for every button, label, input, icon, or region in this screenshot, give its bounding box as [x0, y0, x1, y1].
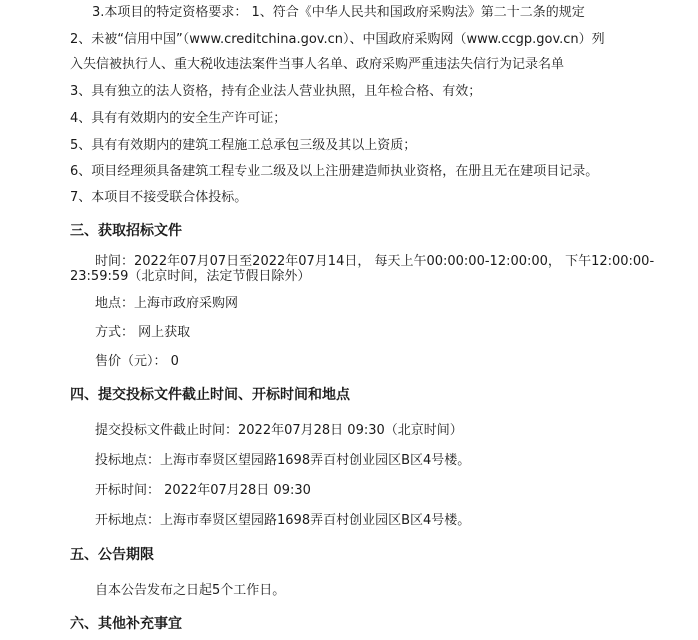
document-price: 售价（元）： 0 [95, 354, 179, 369]
qualification-item-2-line-1: 2、未被“信用中国”（www.creditchina.gov.cn）、中国政府采购网（www.ccgp.gov.cn）列 [70, 32, 605, 47]
submission-deadline: 提交投标文件截止时间：2022年07月28日 09:30（北京时间） [95, 423, 463, 438]
qualification-item-2-line-2: 入失信被执行人、重大税收违法案件当事人名单、政府采购严重违法失信行为记录名单 [70, 57, 565, 72]
qualification-item-3: 3、具有独立的法人资格，持有企业法人营业执照，且年检合格、有效； [70, 84, 482, 99]
section-6-heading: 六、其他补充事宜 [70, 616, 182, 632]
section-5-heading: 五、公告期限 [70, 547, 154, 563]
qualification-intro: 3.本项目的特定资格要求： 1、符合《中华人民共和国政府采购法》第二十二条的规定 [92, 5, 585, 20]
section-4-heading: 四、提交投标文件截止时间、开标时间和地点 [70, 387, 350, 403]
qualification-item-4: 4、具有有效期内的安全生产许可证； [70, 111, 287, 126]
obtain-method: 方式： 网上获取 [95, 325, 191, 340]
qualification-item-6: 6、项目经理须具备建筑工程专业二级及以上注册建造师执业资格，在册且无在建项目记录。 [70, 164, 599, 179]
qualification-item-5: 5、具有有效期内的建筑工程施工总承包三级及其以上资质； [70, 138, 417, 153]
obtain-time-line-2: 23:59:59（北京时间，法定节假日除外） [70, 269, 311, 284]
bid-opening-time: 开标时间： 2022年07月28日 09:30 [95, 483, 311, 498]
obtain-location: 地点：上海市政府采购网 [95, 296, 239, 311]
section-3-heading: 三、获取招标文件 [70, 223, 182, 239]
obtain-time-line-1: 时间：2022年07月07日至2022年07月14日， 每天上午00:00:00-12:00:00， 下午12:00:00- [95, 254, 655, 269]
bid-opening-location: 开标地点：上海市奉贤区望园路1698弄百村创业园区B区4号楼。 [95, 513, 471, 528]
announcement-period: 自本公告发布之日起5个工作日。 [95, 583, 286, 598]
qualification-item-7: 7、本项目不接受联合体投标。 [70, 190, 248, 205]
bid-location: 投标地点：上海市奉贤区望园路1698弄百村创业园区B区4号楼。 [95, 453, 471, 468]
